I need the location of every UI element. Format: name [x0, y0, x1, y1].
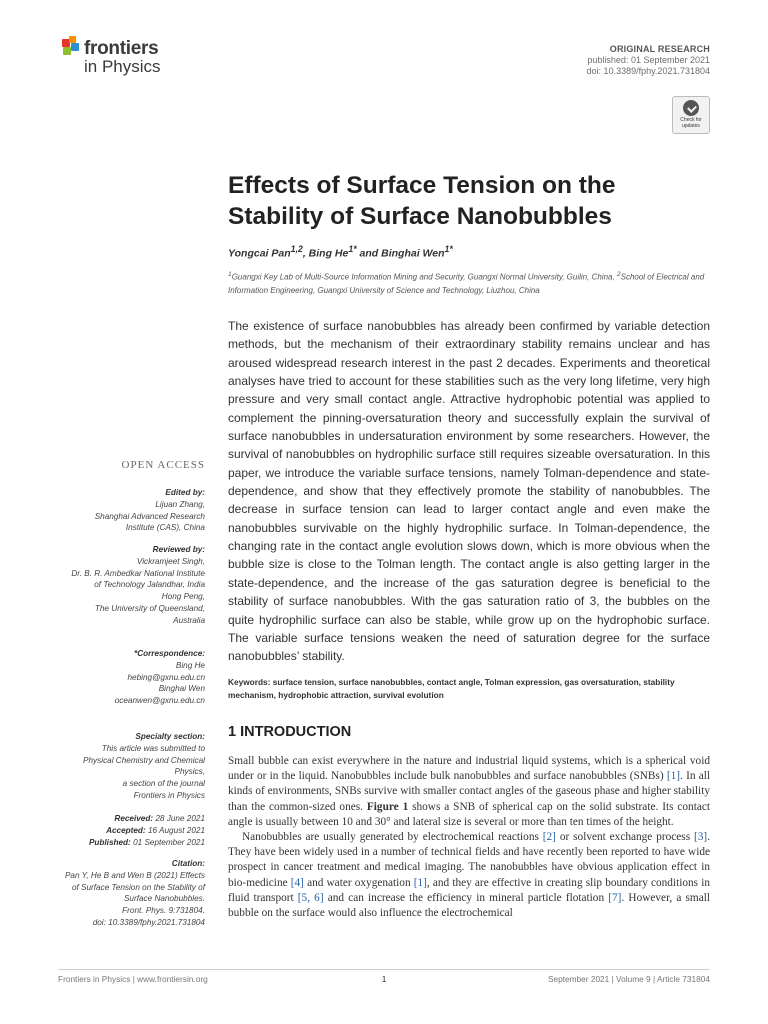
reference-link[interactable]: [7] — [608, 891, 622, 904]
author-affil-sup — [445, 244, 453, 254]
logo-word-frontiers: frontiers — [84, 38, 159, 59]
corresponding-mark: * — [353, 244, 357, 254]
body-text: . However, a small bubble on the surface would also influence the electrochemical — [228, 891, 710, 920]
body-paragraph — [228, 754, 710, 830]
reference-link[interactable]: [2] — [542, 831, 556, 844]
published-value: 01 September 2021 — [133, 837, 205, 847]
author-affil-sup: 1,2 — [290, 244, 303, 254]
author-separator: , — [302, 247, 309, 260]
reviewed-by-label: Reviewed by: — [152, 545, 205, 554]
article-title: Effects of Surface Tension on the Stability of Surface Nanobubbles — [228, 172, 616, 230]
affiliation-text: Guangxi Key Lab of Multi-Source Information Mining and Security, Guangxi Normal University, Guilin, China, — [231, 272, 617, 282]
section-heading-introduction: 1 INTRODUCTION — [228, 724, 352, 740]
reference-link[interactable]: [1] — [413, 876, 427, 889]
accepted-value: 16 August 2021 — [147, 825, 205, 835]
sidebar-line: Lijuan Zhang, — [155, 499, 205, 509]
specialty-section-label: Specialty section: — [135, 732, 205, 741]
keywords: Keywords: surface tension, surface nanobubbles, contact angle, Tolman expression, gas oversaturation, stability mechanism, hydrophobic attraction, survival evolution — [228, 677, 675, 700]
published-label: Published: — [88, 837, 131, 847]
sidebar-line: a section of the journal — [122, 779, 205, 789]
citation-doi[interactable]: doi: 10.3389/fphy.2021.731804 — [92, 917, 205, 927]
affiliations — [228, 268, 714, 297]
received-date — [5, 813, 205, 825]
frontiers-logo-icon — [60, 36, 84, 60]
body-text: . In all kinds of environments, SNBs survive with smaller contact angles of the gaseous phase and higher stability than the common-sized ones. — [228, 770, 710, 813]
reference-link[interactable]: [3] — [694, 831, 708, 844]
body-text: . They have been widely used in a number of technical fields and have recently been reported to have wide prospect in cancer treatment and medical imaging. The nanobubbles have obvious application effect in bio-medicine — [228, 831, 711, 889]
sidebar-line: Bing He — [175, 660, 205, 670]
sidebar-line: Hong Peng, — [161, 592, 205, 602]
author-affil-sup — [348, 244, 356, 254]
sidebar-line: of Surface Tension on the Stability of — [71, 882, 205, 892]
logo-word-journal: in Physics — [84, 57, 161, 76]
footer-issue-info: September 2021 | Volume 9 | Article 731804 — [547, 974, 710, 984]
body-text: Nanobubbles are usually generated by electrochemical reactions — [242, 831, 543, 844]
dates-block — [5, 813, 205, 848]
check-badge-text — [673, 117, 709, 129]
body-text: or solvent exchange process — [555, 831, 694, 844]
affiliation-text: School of Electrical and Information Engineering, Guangxi University of Science and Technology, Liuzhou, China — [228, 272, 705, 295]
citation-block — [5, 858, 205, 929]
body-text: shows a SNB of spherical cap on the solid substrate. Its contact angle is usually between 10 and 30° and lateral size is several or more than ten times of the height. — [228, 800, 710, 828]
correspondence-label: *Correspondence: — [134, 649, 205, 658]
corresponding-mark: * — [449, 244, 453, 254]
introduction-body — [228, 754, 710, 921]
article-doi[interactable]: doi: 10.3389/fphy.2021.731804 — [586, 66, 710, 76]
author-list — [228, 244, 453, 260]
published-date: published: 01 September 2021 — [587, 55, 710, 65]
published-date-side — [5, 837, 205, 849]
accepted-date — [5, 825, 205, 837]
body-text: Small bubble can exist everywhere in the nature and industrial liquid systems, which is a spherical void under or in the liquid. Nanobubbles include bulk nanobubbles and surface nanobubbles (SNBs) — [228, 755, 710, 783]
body-text: , and they are effective in creating slip boundary conditions in fluid transport — [228, 876, 710, 904]
sidebar-line: The University of Queensland, — [94, 603, 205, 613]
received-value: 28 June 2021 — [155, 814, 205, 823]
check-badge-line2: updates — [682, 123, 700, 129]
footer-journal-link[interactable]: Frontiers in Physics | www.frontiersin.org — [58, 974, 208, 984]
specialty-section-block — [5, 731, 205, 802]
sidebar-line: Shanghai Advanced Research — [94, 511, 205, 521]
author-name[interactable]: Yongcai Pan — [228, 247, 291, 260]
reference-link[interactable]: [1] — [666, 770, 681, 783]
body-paragraph — [228, 830, 710, 921]
sidebar-line: Institute (CAS), China — [125, 523, 205, 533]
sidebar-line: Physics, — [174, 767, 205, 777]
sidebar-line: Physical Chemistry and Chemical — [83, 755, 205, 765]
sidebar-line: Vickramjeet Singh, — [136, 556, 205, 566]
check-for-updates-badge[interactable] — [672, 96, 710, 134]
sidebar-line: Binghai Wen — [158, 684, 205, 694]
check-badge-line1: Check for — [680, 117, 702, 123]
sidebar-line: of Technology Jalandhar, India — [94, 580, 205, 590]
received-label: Received: — [114, 814, 154, 823]
abstract: The existence of surface nanobubbles has already been confirmed by variable detection methods, but the mechanism of their extraordinary stability remains unclear and has aroused widespread research interest in the past 2 decades. Experiments and theoretical analyses have tried to account for these stabilities such as the very long lifetime, very high pressure and very small contact angle. Attractive hydrophobic potential was applied to complement the pinning-oversaturation theory and successfully explain the survival of surface nanobubbles in undersaturation environment by some researchers. However, the survival of nanobubbles on hydrophilic surface still requires sizeable oversaturation. In this paper, we introduce the variable surface tensions, namely Tolman-dependence and state-dependence, and show that they effectively promote the stability of nanobubbles. The decrease in surface tension can lead to larger contact angle and even make the nanobubbles survivable on the highly hydrophilic surface. In Tolman-dependence, the changing rate in the contact angle evolution slows down, which is more obvious when the bubble size is close to the Tolman length. The contact angle is also getting larger in the state-dependence, and the increase of the gas saturation degree is beneficial to the stability of surface nanobubbles. With the gas saturation ratio of 3, the bubbles on the quite hydrophilic surface can also be stable, while grow up on the hydrophobic surface. The variable surface tensions weaken the need of saturation degree for the surface nanobubbles’ stability. — [228, 319, 710, 664]
body-text: and water oxygenation — [303, 876, 414, 889]
sidebar-line: This article was submitted to — [101, 743, 205, 753]
sidebar-line: Dr. B. R. Ambedkar National Institute — [71, 568, 205, 578]
check-icon — [683, 100, 699, 116]
figure-link[interactable]: Figure 1 — [366, 800, 409, 813]
email-link[interactable]: oceanwen@gxnu.edu.cn — [114, 696, 205, 706]
affil-sup: 2 — [616, 271, 621, 278]
sidebar-line: Australia — [173, 615, 205, 625]
sidebar-line: Front. Phys. 9:731804. — [122, 906, 205, 916]
reference-link[interactable]: [4] — [290, 876, 304, 889]
edited-by-block — [5, 487, 205, 534]
accepted-label: Accepted: — [106, 825, 146, 835]
email-link[interactable]: hebing@gxnu.edu.cn — [127, 672, 205, 682]
author-name[interactable]: Bing He — [308, 247, 349, 260]
journal-logo[interactable] — [60, 36, 180, 80]
page-number: 1 — [381, 974, 387, 984]
sidebar-line: Surface Nanobubbles. — [123, 894, 205, 904]
sidebar-line: Frontiers in Physics — [133, 790, 205, 800]
reviewed-by-block — [5, 544, 205, 627]
edited-by-label: Edited by: — [165, 488, 205, 497]
reference-link[interactable]: [5, 6] — [297, 891, 324, 904]
open-access-label: OPEN ACCESS — [121, 459, 205, 471]
footer-divider — [58, 969, 710, 970]
author-name[interactable]: Binghai Wen — [381, 247, 445, 260]
sidebar-line: Pan Y, He B and Wen B (2021) Effects — [64, 870, 205, 880]
author-separator: and — [356, 247, 382, 260]
affil-sup: 1 — [228, 271, 232, 278]
author-affil-number: 1 — [444, 244, 450, 254]
article-header-meta — [587, 44, 710, 77]
body-text: and can increase the efficiency in mineral particle flotation — [323, 891, 609, 904]
correspondence-block — [5, 648, 205, 707]
citation-label: Citation: — [171, 859, 205, 868]
author-affil-number: 1 — [348, 244, 354, 254]
article-type: ORIGINAL RESEARCH — [609, 44, 710, 54]
